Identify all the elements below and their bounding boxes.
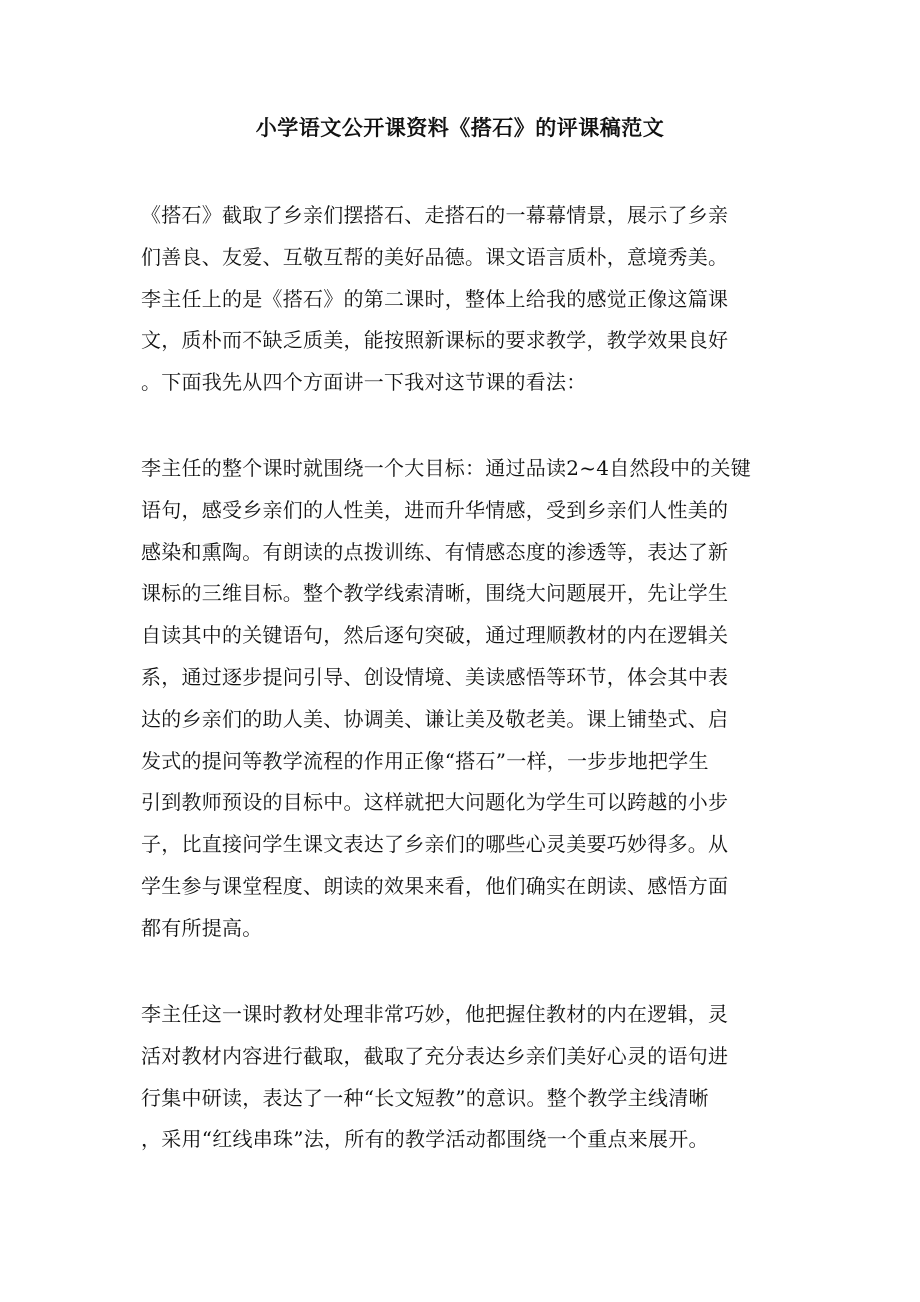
paragraph-line: 李主任上的是《搭石》的第二课时，整体上给我的感觉正像这篇课 — [141, 286, 729, 311]
paragraph-line: 感染和熏陶。有朗读的点拨训练、有情感态度的渗透等，表达了新 — [141, 539, 729, 564]
paragraph-line: 们善良、友爱、互敬互帮的美好品德。课文语言质朴，意境秀美。 — [141, 244, 729, 269]
paragraph-line: 课标的三维目标。整个教学线索清晰，围绕大问题展开，先让学生 — [141, 581, 729, 606]
paragraph-line: 引到教师预设的目标中。这样就把大问题化为学生可以跨越的小步 — [141, 790, 729, 815]
paragraph-line: 发式的提问等教学流程的作用正像“搭石”一样，一步步地把学生 — [141, 748, 709, 773]
paragraph-3 — [141, 994, 781, 1161]
paragraph-line: 行集中研读，表达了一种“长文短教”的意识。整个教学主线清晰 — [141, 1085, 709, 1110]
paragraph-2 — [141, 448, 781, 950]
paragraph-line: 语句，感受乡亲们的人性美，进而升华情感，受到乡亲们人性美的 — [141, 497, 729, 522]
paragraph-line: 系，通过逐步提问引导、创设情境、美读感悟等环节，体会其中表 — [141, 664, 729, 689]
paragraph-line: 达的乡亲们的助人美、协调美、谦让美及敬老美。课上铺垫式、启 — [141, 706, 729, 731]
paragraph-line: 活对教材内容进行截取，截取了充分表达乡亲们美好心灵的语句进 — [141, 1043, 729, 1068]
document-title: 小学语文公开课资料《搭石》的评课稿范文 — [255, 115, 665, 140]
paragraph-1 — [141, 195, 781, 404]
paragraph-line: 文，质朴而不缺乏质美，能按照新课标的要求教学，教学效果良好 — [141, 328, 729, 353]
paragraph-line: ，采用“红线串珠”法，所有的教学活动都围绕一个重点来展开。 — [141, 1127, 709, 1152]
paragraph-line: 都有所提高。 — [141, 915, 263, 940]
paragraph-line: 子，比直接问学生课文表达了乡亲们的哪些心灵美要巧妙得多。从 — [141, 832, 729, 857]
paragraph-line: 《搭石》截取了乡亲们摆搭石、走搭石的一幕幕情景，展示了乡亲 — [141, 203, 729, 227]
paragraph-line: 。下面我先从四个方面讲一下我对这节课的看法： — [141, 370, 587, 395]
paragraph-line: 学生参与课堂程度、朗读的效果来看，他们确实在朗读、感悟方面 — [141, 873, 729, 898]
paragraph-line: 李主任这一课时教材处理非常巧妙，他把握住教材的内在逻辑，灵 — [141, 1002, 729, 1026]
paragraph-line: 自读其中的关键语句，然后逐句突破，通过理顺教材的内在逻辑关 — [141, 623, 729, 648]
paragraph-line: 李主任的整个课时就围绕一个大目标：通过品读2~4自然段中的关键 — [141, 456, 751, 480]
